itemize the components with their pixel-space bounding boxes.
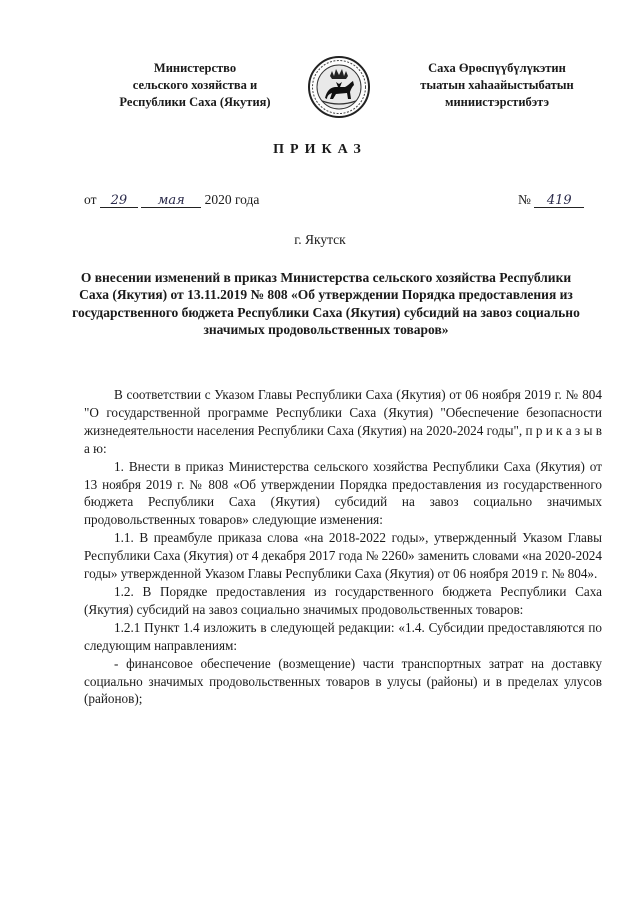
ministry-name-line: сельского хозяйства и [132,78,258,92]
document-title: ПРИКАЗ [273,142,367,157]
ministry-name-russian [100,60,290,111]
ministry-name-line: Республики Саха (Якутия) [119,95,271,109]
city-line: г. Якутск [294,232,346,247]
body-paragraph: 1. Внести в приказ Министерства сельского хозяйства Республики Саха (Якутия) от 13 ноября 2019 г. № 808 «Об утверждении Порядка предоставления из государственного бюджета Республики Саха (Якутия) субсидий на завоз социально значимых продовольственных товаров» следующие изменения: [84,458,602,528]
order-subject: О внесении изменений в приказ Министерства сельского хозяйства Республики Саха (Якутия) от 13.11.2019 № 808 «Об утверждении Порядка предоставления из государственного бюджета Республики Саха (Якутия) субсидий на завоз социально значимых продовольственных товаров» [72,270,580,337]
order-date [84,192,259,208]
date-day-field: 29 [100,194,138,208]
ministry-name-line: Саха Өрөспүүбүлүкэтин [428,61,566,75]
body-paragraph: - финансовое обеспечение (возмещение) части транспортных затрат на доставку социально значимых продовольственных товаров в улусы (районы) и в пределах улусов (районов); [84,655,602,707]
body-paragraph: 1.1. В преамбуле приказа слова «на 2018-2022 годы», утвержденный Указом Главы Республики Саха (Якутия) от 4 декабря 2017 года № 2260» заменить словами «на 2020-2024 годы» утвержденной Указом Главы Республики Саха (Якутия) от 06 ноября 2019 г. № 804». [84,530,602,582]
coat-of-arms-icon [306,54,372,120]
ministry-name-line: тыатын хаһаайыстыбатын [420,78,574,92]
date-month-field: мая [141,194,201,208]
number-prefix: № [518,192,531,207]
body-paragraph: 1.2. В Порядке предоставления из государственного бюджета Республики Саха (Якутия) субсидий на завоз социально значимых продовольственных товаров: [84,583,602,617]
number-value-field: 419 [534,194,584,208]
body-paragraph: В соответствии с Указом Главы Республики Саха (Якутия) от 06 ноября 2019 г. № 804 "О государственной программе Республики Саха (Якутия) "Обеспечение безопасности жизнедеятельности населения Республики Саха (Якутия) на 2020-2024 годы", п р и к а з ы в а ю: [84,387,602,456]
body-paragraph: 1.2.1 Пункт 1.4 изложить в следующей редакции: «1.4. Субсидии предоставляются по следующим направлениям: [84,619,602,653]
ministry-name-line: миниистэрстибэтэ [444,95,550,109]
order-body [84,386,602,708]
ministry-name-line: Министерство [153,61,237,75]
ministry-name-yakut [392,60,602,111]
order-number [518,192,584,208]
date-prefix: от [84,192,97,207]
date-suffix: 2020 года [204,192,260,207]
